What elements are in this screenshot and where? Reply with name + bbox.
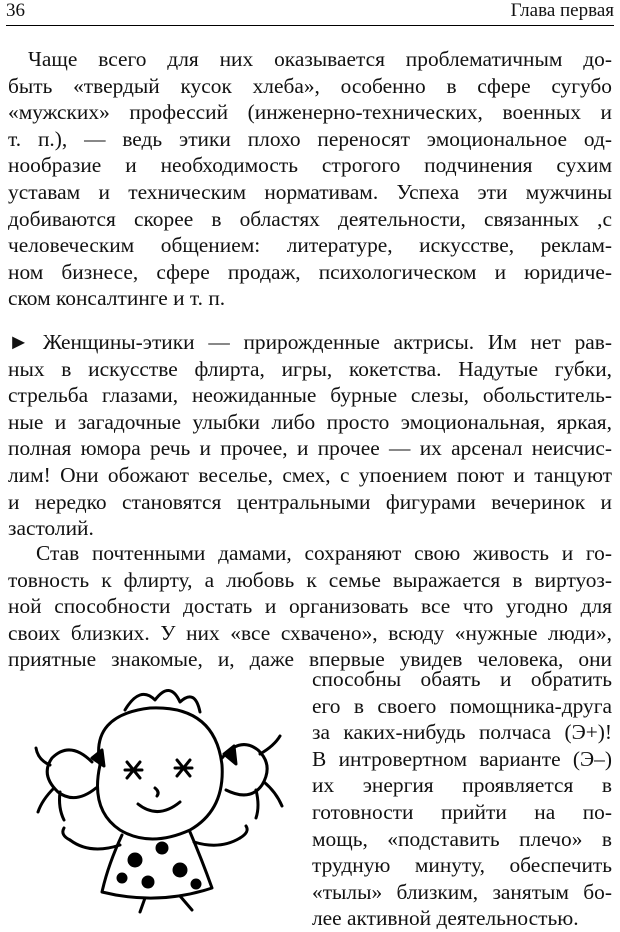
text-line: ► Женщины-этики — прирожденные актрисы. Им нет рав-: [8, 330, 612, 354]
text-line: быть «твердый кусок хлеба», особенно в сфере сугубо: [8, 73, 612, 98]
text-line: т. п.), — ведь этики плохо переносят эмоциональное од-: [8, 126, 612, 151]
text-line: ные и загадочные улыбки либо просто эмоциональная, яркая,: [8, 409, 612, 434]
text-line: стрельба глазами, неожиданные бурные слезы, обольститель-: [8, 383, 612, 408]
text-line: ном бизнесе, сфере продаж, психологическом и юридиче-: [8, 259, 612, 284]
chapter-title: Глава первая: [510, 0, 614, 21]
paragraph-3: [8, 540, 612, 673]
text-line: способны обаять и обратить: [312, 667, 612, 691]
text-line: его в своего помощника-друга: [312, 693, 612, 718]
text-line: В интровертном варианте (Э–): [312, 746, 612, 771]
paragraph-2: [8, 329, 612, 542]
cartoon-girl-with-pigtails-illustration: [30, 670, 290, 915]
text-line: трудную минуту, обеспечить: [312, 853, 612, 878]
wrapped-text-column: [312, 666, 612, 932]
text-line: ском консалтинге и т. п.: [8, 286, 226, 311]
text-line: Чаще всего для них оказывается проблематичным до-: [28, 47, 612, 71]
text-line: застолий.: [8, 516, 94, 541]
header-rule: [6, 25, 614, 26]
text-line: готовности прийти на по-: [312, 799, 612, 824]
text-line: нообразие и необходимость строгого подчинения сухим: [8, 153, 612, 178]
text-line: Став почтенными дамами, сохраняют свою живость и го-: [36, 541, 612, 565]
text-line: товность к флирту, а любовь к семье выражается в виртуоз-: [8, 567, 612, 592]
text-line: своих близких. У них «все схвачено», всюду «нужные люди»,: [8, 620, 612, 645]
text-line: лим! Они обожают веселье, смех, с упоением поют и танцуют: [8, 462, 612, 487]
text-line: добиваются скорее в областях деятельности, связанных ,с: [8, 206, 612, 231]
text-line: уставам и техническим нормативам. Успеха эти мужчины: [8, 179, 612, 204]
text-line: приятные знакомые, и, даже впервые увидев человека, они: [8, 647, 612, 672]
text-line: человеческим общением: литературе, искусстве, реклам-: [8, 233, 612, 258]
text-line: и нередко становятся центральными фигурами вечеринок и: [8, 489, 612, 514]
paragraph-1: [8, 46, 612, 312]
text-line: их энергия проявляется в: [312, 773, 612, 798]
page-number: 36: [6, 0, 25, 21]
text-line: «тылы» близким, занятым бо-: [312, 879, 612, 904]
text-line: «мужских» профессий (инженерно-технических, военных и: [8, 100, 612, 125]
text-line: за каких-нибудь полчаса (Э+)!: [312, 720, 612, 745]
text-line: ных в искусстве флирта, игры, кокетства. Надутые губки,: [8, 356, 612, 381]
text-line: мощь, «подставить плечо» в: [312, 826, 612, 851]
text-line: ной способности достать и организовать все что угодно для: [8, 594, 612, 619]
text-line: лее активной деятельностью.: [312, 906, 579, 931]
text-line: полная юмора речь и прочее, и прочее — их арсенал неисчис-: [8, 436, 612, 461]
running-header: [6, 0, 614, 26]
